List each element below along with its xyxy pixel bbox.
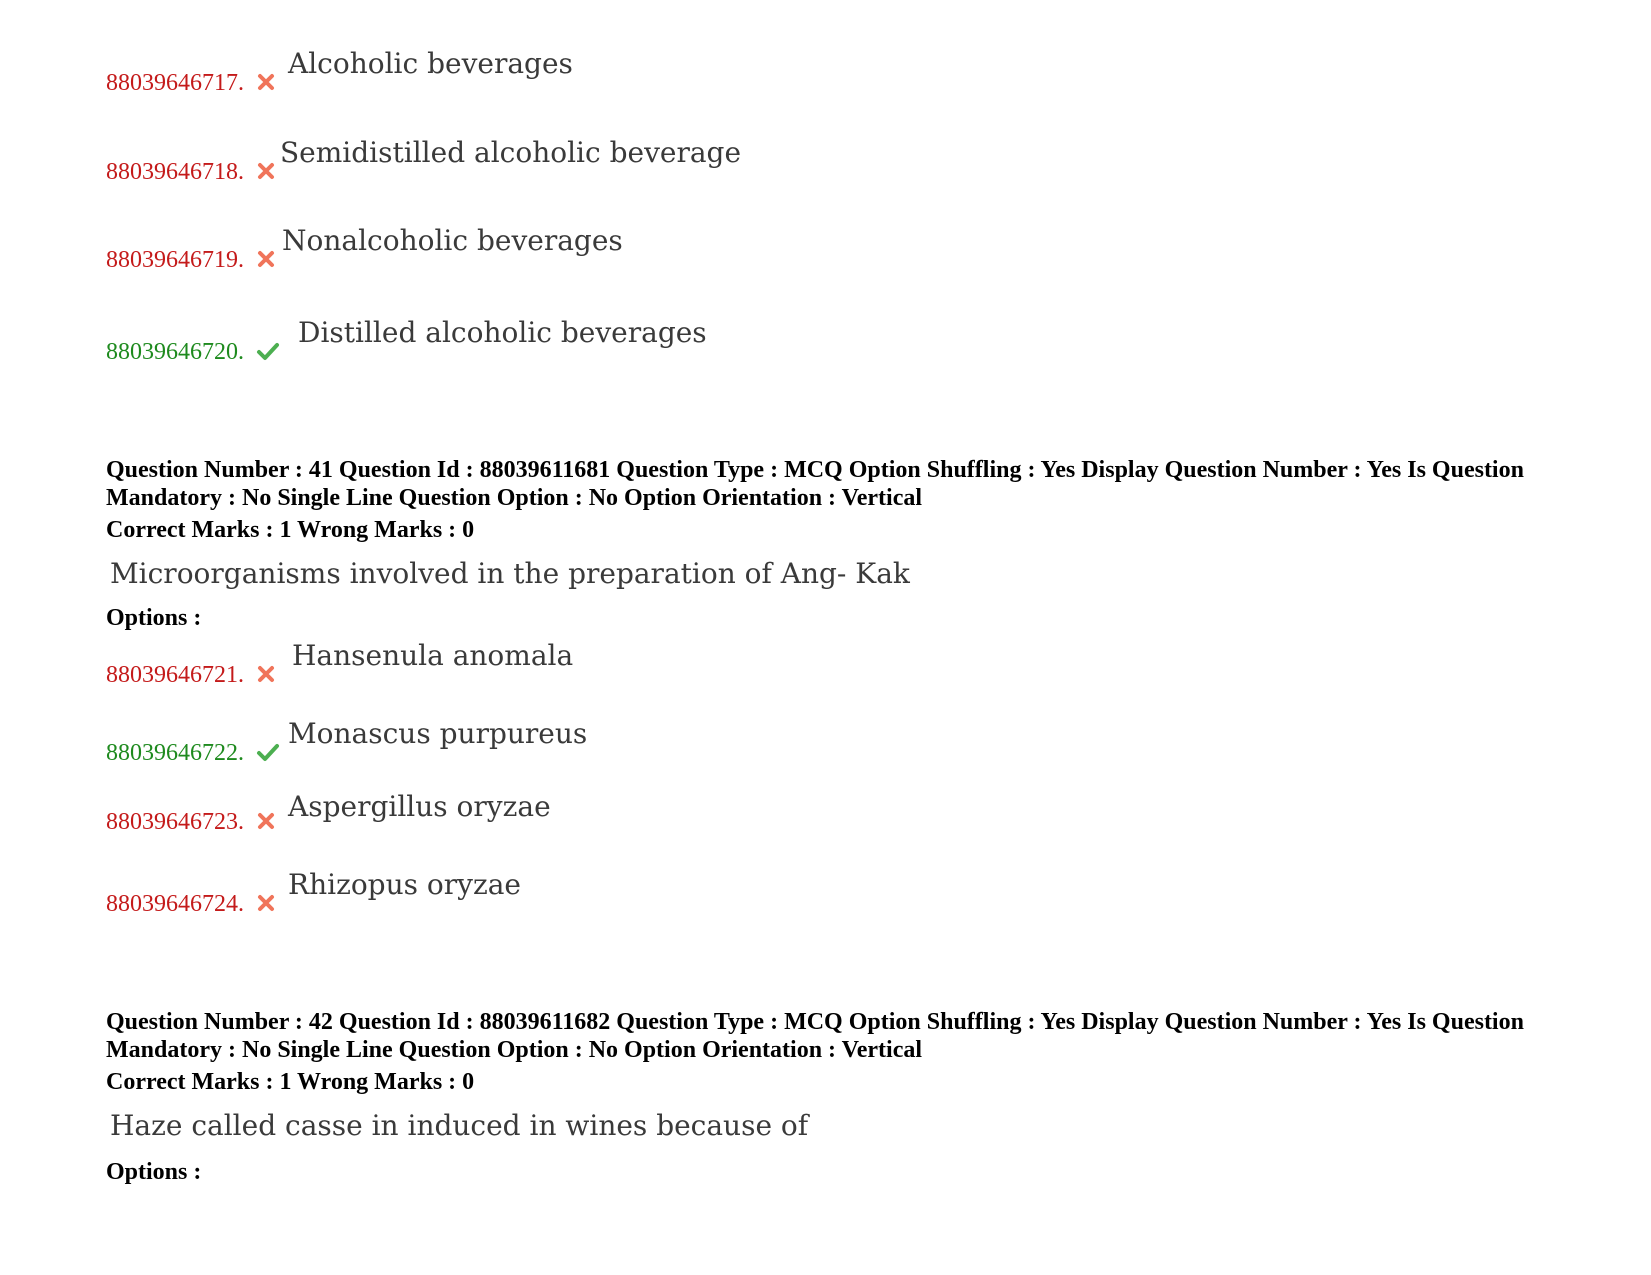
option-text: Alcoholic beverages — [288, 47, 573, 80]
option-row — [106, 224, 1006, 273]
option-text: Monascus purpureus — [288, 717, 588, 750]
option-row — [106, 316, 1006, 365]
cross-icon — [256, 811, 276, 831]
option-id: 88039646720. — [106, 339, 244, 365]
question-41-options-label: Options : — [106, 605, 202, 631]
cross-icon — [256, 893, 276, 913]
check-icon — [256, 742, 280, 762]
option-text: Aspergillus oryzae — [288, 790, 551, 823]
option-text: Semidistilled alcoholic beverage — [280, 136, 742, 169]
option-row — [106, 717, 1006, 766]
question-41-text: Microorganisms involved in the preparation of Ang- Kak — [110, 557, 910, 590]
option-row — [106, 868, 1006, 917]
question-41-header: Question Number : 41 Question Id : 88039611681 Question Type : MCQ Option Shuffling : Yes Display Question Number : Yes Is Question Mandatory : No Single Line Question Option : No Option Orientation : Vertical — [106, 457, 1524, 511]
option-id: 88039646721. — [106, 662, 244, 688]
question-42-options-label: Options : — [106, 1159, 202, 1185]
question-42-header: Question Number : 42 Question Id : 88039611682 Question Type : MCQ Option Shuffling : Yes Display Question Number : Yes Is Question Mandatory : No Single Line Question Option : No Option Orientation : Vertical — [106, 1009, 1524, 1063]
option-row — [106, 639, 1006, 688]
cross-icon — [256, 161, 276, 181]
option-text: Nonalcoholic beverages — [282, 224, 623, 257]
option-text: Hansenula anomala — [292, 639, 574, 672]
option-text: Rhizopus oryzae — [288, 868, 521, 901]
cross-icon — [256, 664, 276, 684]
question-41-marks: Correct Marks : 1 Wrong Marks : 0 — [106, 517, 475, 543]
check-icon — [256, 341, 280, 361]
option-id: 88039646724. — [106, 891, 244, 917]
option-id: 88039646718. — [106, 159, 244, 185]
cross-icon — [256, 249, 276, 269]
cross-icon — [256, 72, 276, 92]
question-42-text: Haze called casse in induced in wines because of — [110, 1109, 809, 1142]
option-text: Distilled alcoholic beverages — [298, 316, 707, 349]
option-id: 88039646719. — [106, 247, 244, 273]
option-row — [106, 136, 1006, 185]
option-row — [106, 790, 1006, 835]
option-id: 88039646722. — [106, 740, 244, 766]
question-42-marks: Correct Marks : 1 Wrong Marks : 0 — [106, 1069, 475, 1095]
option-row — [106, 47, 1006, 96]
option-id: 88039646723. — [106, 809, 244, 835]
option-id: 88039646717. — [106, 70, 244, 96]
